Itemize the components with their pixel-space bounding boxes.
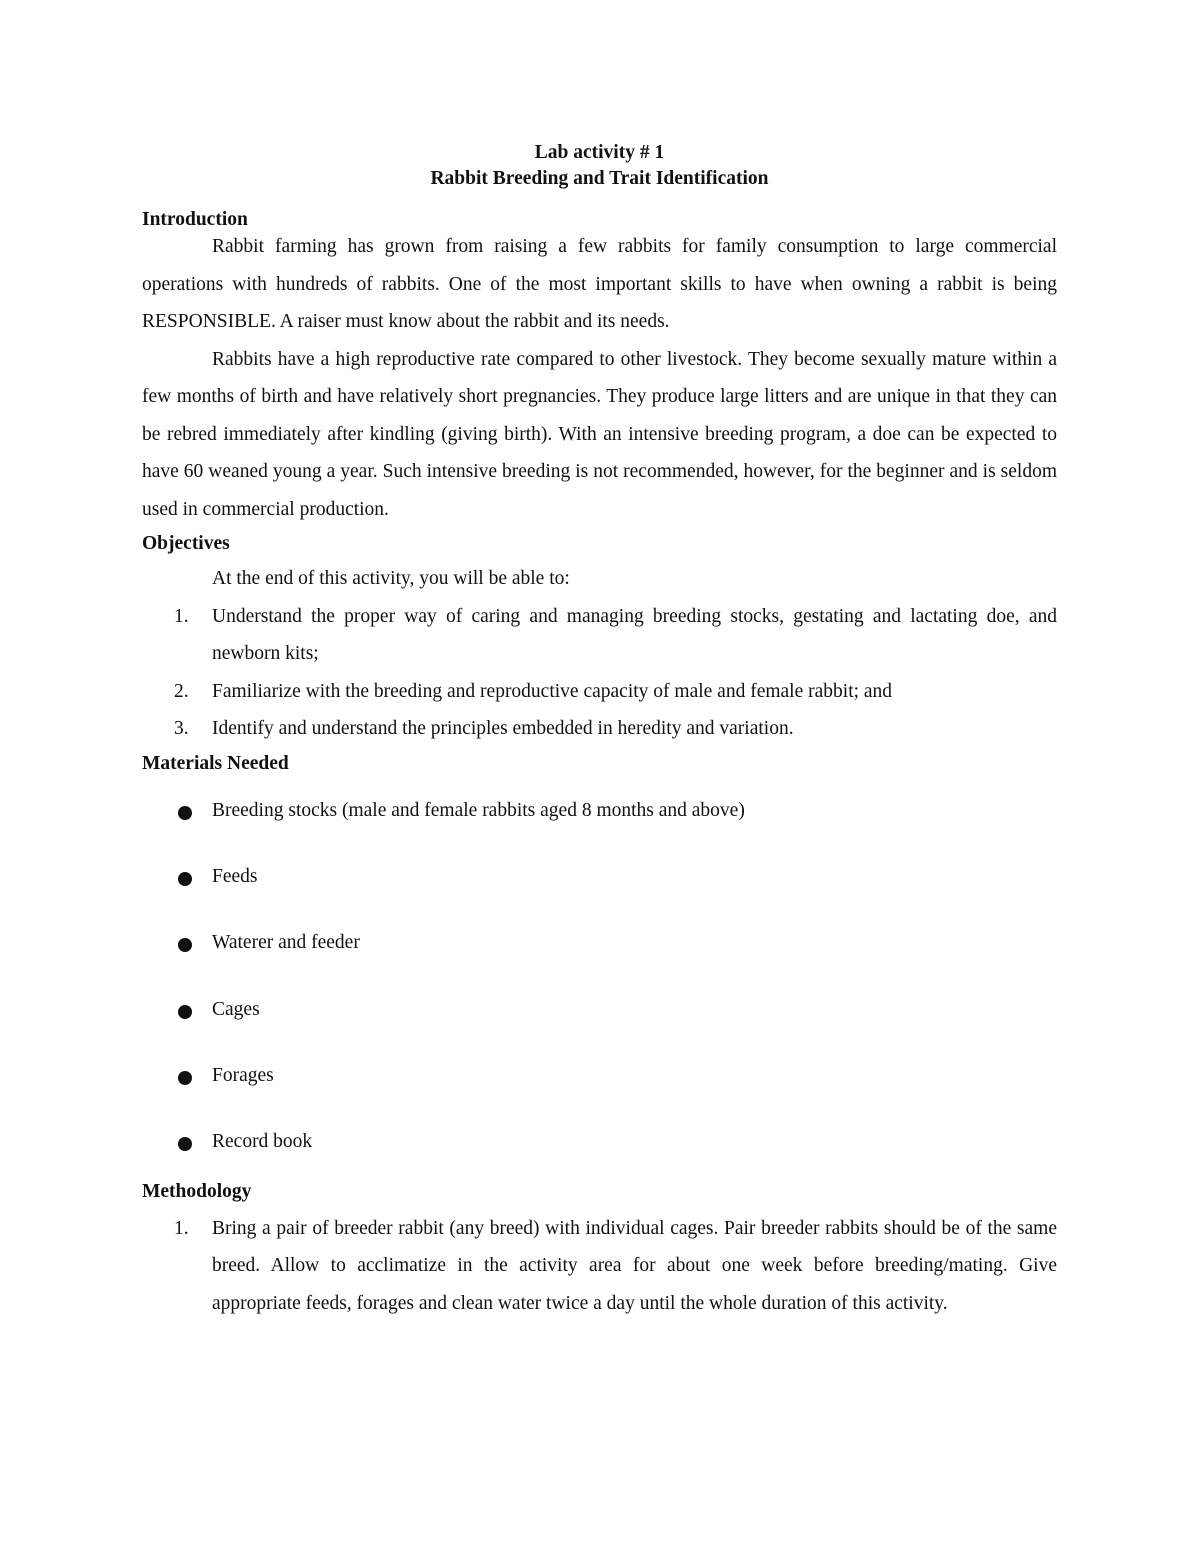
title-line-1: Lab activity # 1 [534,142,665,163]
materials-section [142,750,1057,1190]
list-number: 1. [174,605,189,627]
bullet-icon [178,1071,192,1085]
material-item [142,991,1057,1057]
methodology-heading: Methodology [142,1180,252,1202]
bullet-icon [178,1005,192,1019]
objective-text: Identify and understand the principles embedded in heredity and variation. [212,718,794,739]
bullet-icon [178,806,192,820]
material-text: Waterer and feeder [212,932,360,954]
list-number: 2. [174,680,189,702]
objectives-section [142,530,1057,748]
introduction-section [142,206,1057,528]
objective-item [142,673,1057,711]
materials-heading: Materials Needed [142,752,289,774]
introduction-heading: Introduction [142,209,248,230]
material-text: Feeds [212,865,258,887]
bullet-icon [178,938,192,952]
material-item [142,1057,1057,1123]
objective-item [142,710,1057,748]
document-title [142,140,1057,192]
objectives-intro: At the end of this activity, you will be able to: [212,568,570,589]
material-item [142,858,1057,924]
methodology-section [142,1178,1057,1323]
list-number: 3. [174,718,189,739]
title-line-2: Rabbit Breeding and Trait Identification [430,168,769,189]
material-text: Forages [212,1065,274,1087]
bullet-icon [178,872,192,886]
methodology-text: Bring a pair of breeder rabbit (any breed) with individual cages. Pair breeder rabbits should be of the same breed. Allow to acclimatize in the activity area for about one week before breeding/mating. Give appropriate feeds, forages and clean water twice a day until the whole duration of this activity. [212,1217,1057,1314]
methodology-list [142,1210,1057,1323]
objective-item [142,598,1057,673]
materials-list [142,792,1057,1190]
document-page [142,140,1057,1322]
objectives-list [142,598,1057,748]
material-item [142,924,1057,990]
material-item [142,792,1057,858]
introduction-paragraph-1: Rabbit farming has grown from raising a few rabbits for family consumption to large commercial operations with hundreds of rabbits. One of the most important skills to have when owning a rabbit is being RESPONSIBLE. A raiser must know about the rabbit and its needs. [142,236,1057,332]
list-number: 1. [174,1217,189,1239]
objective-text: Understand the proper way of caring and managing breeding stocks, gestating and lactating doe, and newborn kits; [212,605,1057,664]
introduction-paragraph-2: Rabbits have a high reproductive rate compared to other livestock. They become sexually mature within a few months of birth and have relatively short pregnancies. They produce large litters and are unique in that they can be rebred immediately after kindling (giving birth). With an intensive breeding program, a doe can be expected to have 60 weaned young a year. Such intensive breeding is not recommended, however, for the beginner and is seldom used in commercial production. [142,348,1057,520]
bullet-icon [178,1137,192,1151]
objective-text: Familiarize with the breeding and reproductive capacity of male and female rabbit; and [212,680,893,702]
methodology-item [142,1210,1057,1323]
material-text: Cages [212,998,260,1020]
material-text: Breeding stocks (male and female rabbits aged 8 months and above) [212,799,745,821]
material-item [142,1123,1057,1189]
material-text: Record book [212,1131,313,1153]
objectives-heading: Objectives [142,533,230,554]
